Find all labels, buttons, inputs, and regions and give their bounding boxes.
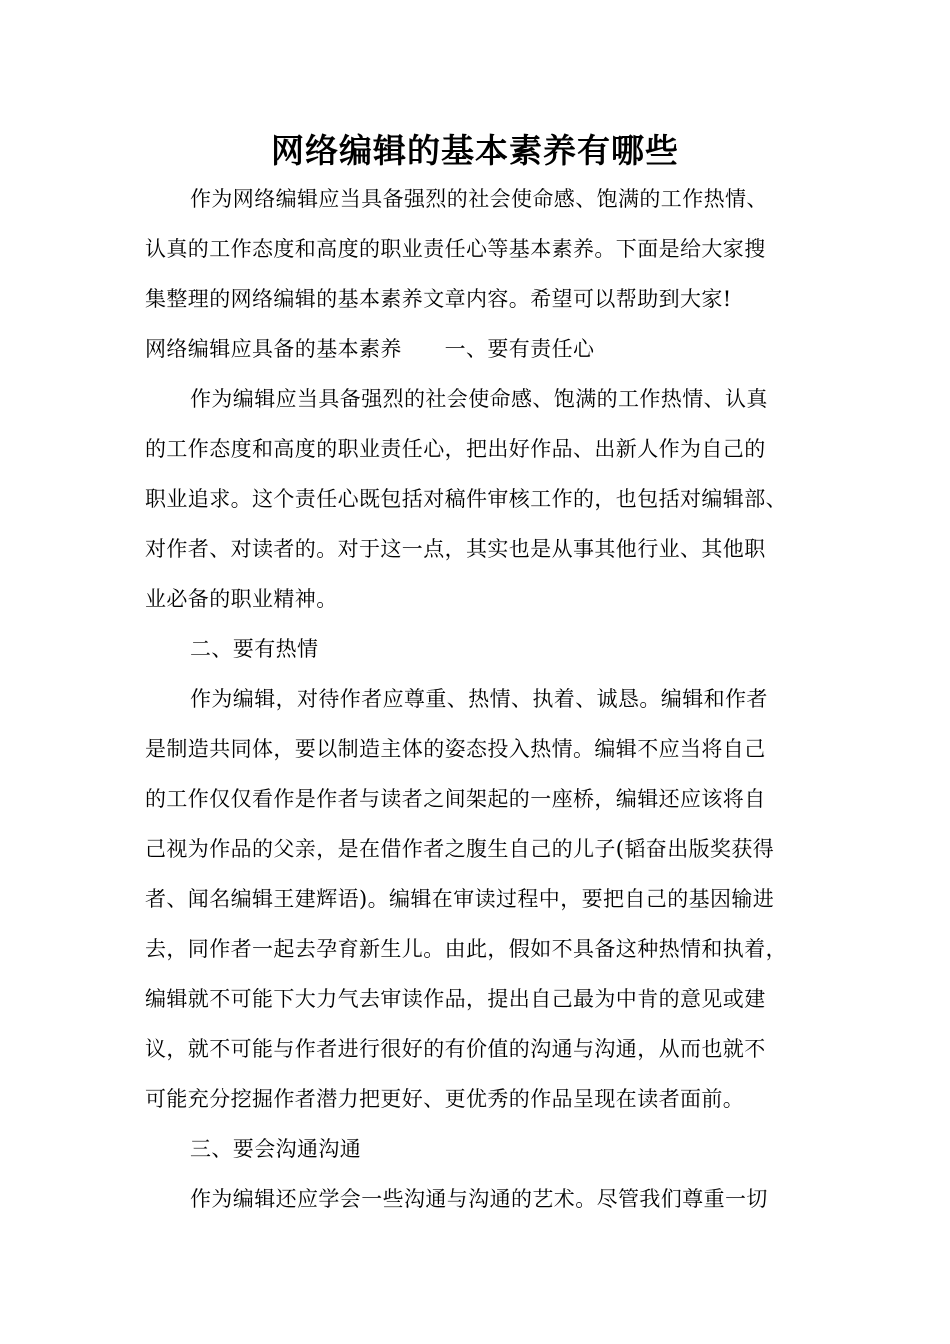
section-heading-line: 三、要会沟通沟通 bbox=[190, 1137, 362, 1161]
paragraph-line: 者、闻名编辑王建辉语)。编辑在审读过程中，要把自己的基因输进 bbox=[145, 887, 775, 911]
paragraph-line: 可能充分挖掘作者潜力把更好、更优秀的作品呈现在读者面前。 bbox=[145, 1087, 745, 1111]
paragraph-line: 对作者、对读者的。对于这一点，其实也是从事其他行业、其他职 bbox=[145, 537, 766, 561]
paragraph-line: 议，就不可能与作者进行很好的有价值的沟通与沟通，从而也就不 bbox=[145, 1037, 766, 1061]
paragraph-line: 是制造共同体，要以制造主体的姿态投入热情。编辑不应当将自己 bbox=[145, 737, 766, 761]
paragraph-line: 的工作仅仅看作是作者与读者之间架起的一座桥，编辑还应该将自 bbox=[145, 787, 766, 811]
paragraph-line: 职业追求。这个责任心既包括对稿件审核工作的，也包括对编辑部、 bbox=[145, 487, 787, 511]
paragraph-line: 作为编辑应当具备强烈的社会使命感、饱满的工作热情、认真 bbox=[190, 387, 768, 411]
paragraph-line: 集整理的网络编辑的基本素养文章内容。希望可以帮助到大家! bbox=[145, 287, 732, 311]
paragraph-line: 作为编辑还应学会一些沟通与沟通的艺术。尽管我们尊重一切 bbox=[190, 1187, 768, 1211]
paragraph-line: 编辑就不可能下大力气去审读作品，提出自己最为中肯的意见或建 bbox=[145, 987, 766, 1011]
paragraph-line: 认真的工作态度和高度的职业责任心等基本素养。下面是给大家搜 bbox=[145, 237, 766, 261]
paragraph-line: 业必备的职业精神。 bbox=[145, 587, 338, 611]
paragraph-line: 作为网络编辑应当具备强烈的社会使命感、饱满的工作热情、 bbox=[190, 187, 768, 211]
section-heading-line: 二、要有热情 bbox=[190, 637, 319, 661]
paragraph-line: 去，同作者一起去孕育新生儿。由此，假如不具备这种热情和执着， bbox=[145, 937, 787, 961]
section-heading-line: 网络编辑应具备的基本素养 一、要有责任心 bbox=[145, 337, 595, 361]
paragraph-line: 作为编辑，对待作者应尊重、热情、执着、诚恳。编辑和作者 bbox=[190, 687, 768, 711]
paragraph-line: 的工作态度和高度的职业责任心，把出好作品、出新人作为自己的 bbox=[145, 437, 766, 461]
paragraph-line: 己视为作品的父亲，是在借作者之腹生自己的儿子(韬奋出版奖获得 bbox=[145, 837, 775, 861]
document-title: 网络编辑的基本素养有哪些 bbox=[271, 131, 679, 170]
